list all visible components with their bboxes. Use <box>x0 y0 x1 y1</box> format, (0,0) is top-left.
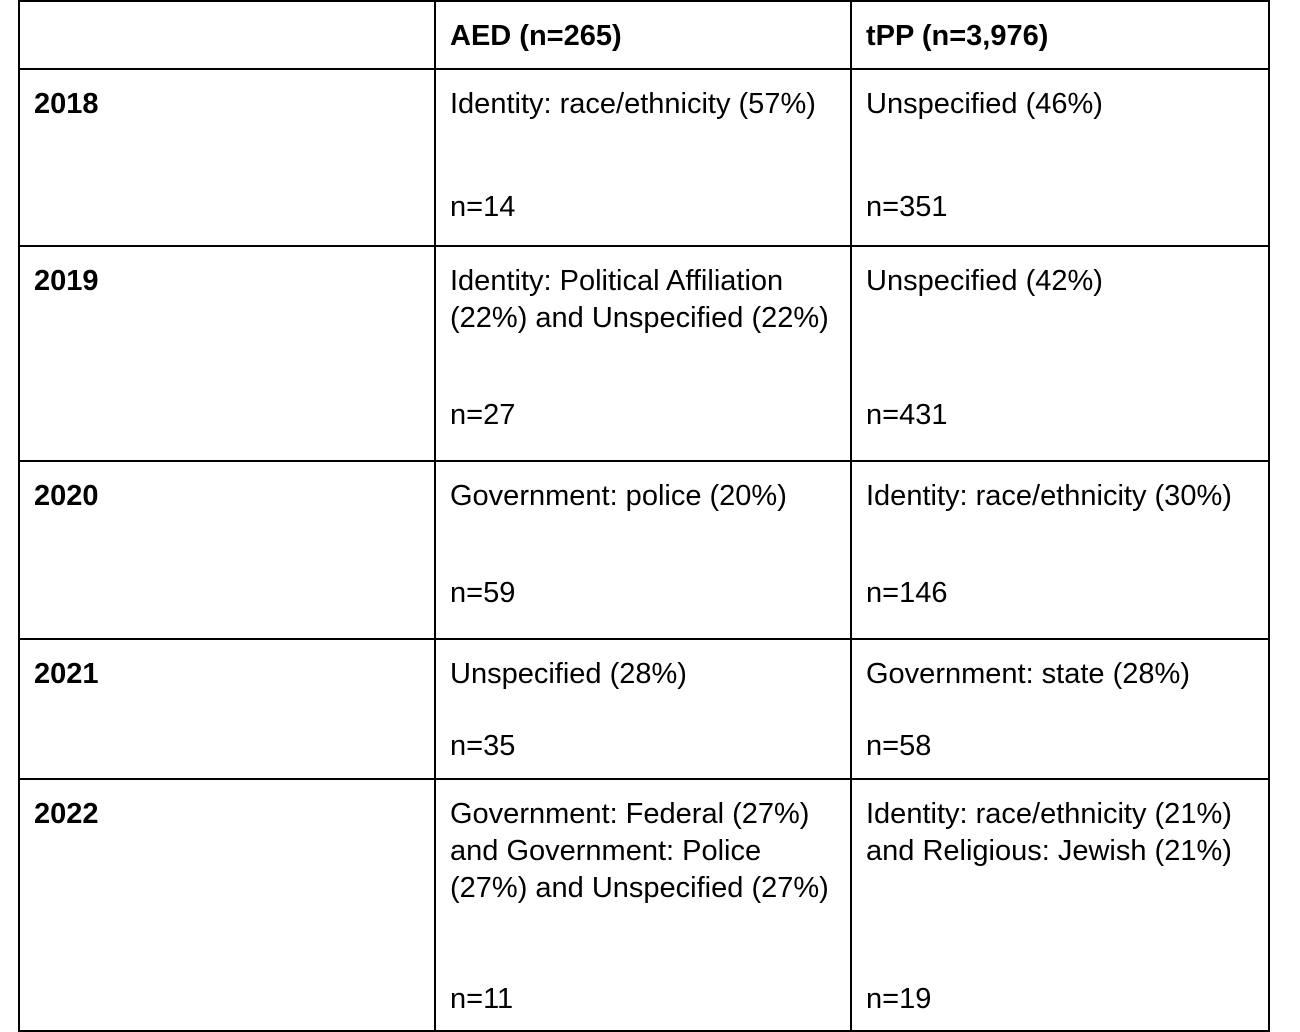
aed-target: Government: police (20%) <box>450 480 787 512</box>
table-row <box>19 639 1269 779</box>
tpp-target: Unspecified (46%) <box>866 88 1103 120</box>
aed-count: n=11 <box>450 983 514 1015</box>
header-cell-empty <box>19 1 435 69</box>
aed-cell <box>435 461 851 639</box>
column-header-aed: AED (n=265) <box>450 20 622 52</box>
table-row <box>19 69 1269 246</box>
tpp-cell <box>851 246 1269 461</box>
tpp-count: n=351 <box>866 191 948 223</box>
aed-count: n=14 <box>450 191 516 223</box>
tpp-count: n=19 <box>866 983 932 1015</box>
header-row <box>19 1 1269 69</box>
tpp-target: Unspecified (42%) <box>866 265 1103 297</box>
tpp-cell <box>851 639 1269 779</box>
tpp-cell <box>851 69 1269 246</box>
year-cell <box>19 639 435 779</box>
row-year: 2020 <box>34 480 99 512</box>
header-cell-aed <box>435 1 851 69</box>
tpp-cell <box>851 779 1269 1031</box>
table-row <box>19 779 1269 1031</box>
aed-count: n=59 <box>450 577 516 609</box>
row-year: 2022 <box>34 798 99 830</box>
row-year: 2018 <box>34 88 99 120</box>
aed-target: Identity: race/ethnicity (57%) <box>450 88 816 120</box>
aed-cell <box>435 639 851 779</box>
tpp-count: n=58 <box>866 730 932 762</box>
year-cell <box>19 69 435 246</box>
aed-cell <box>435 779 851 1031</box>
year-cell <box>19 779 435 1031</box>
header-cell-tpp <box>851 1 1269 69</box>
row-year: 2021 <box>34 658 99 690</box>
tpp-count: n=431 <box>866 399 948 431</box>
aed-target: Unspecified (28%) <box>450 658 687 690</box>
column-header-tpp: tPP (n=3,976) <box>866 20 1049 52</box>
aed-target: Identity: Political Affiliation (22%) and Unspecified (22%) <box>450 265 829 334</box>
row-year: 2019 <box>34 265 99 297</box>
tpp-target: Identity: race/ethnicity (30%) <box>866 480 1232 512</box>
tpp-target: Identity: race/ethnicity (21%) and Religious: Jewish (21%) <box>866 798 1232 867</box>
tpp-target: Government: state (28%) <box>866 658 1190 690</box>
table-row <box>19 461 1269 639</box>
tpp-count: n=146 <box>866 577 948 609</box>
table-row <box>19 246 1269 461</box>
aed-cell <box>435 246 851 461</box>
data-table <box>18 0 1270 1032</box>
aed-count: n=27 <box>450 399 516 431</box>
year-cell <box>19 461 435 639</box>
aed-cell <box>435 69 851 246</box>
tpp-cell <box>851 461 1269 639</box>
aed-count: n=35 <box>450 730 516 762</box>
aed-target: Government: Federal (27%) and Government: Police (27%) and Unspecified (27%) <box>450 798 829 904</box>
year-cell <box>19 246 435 461</box>
